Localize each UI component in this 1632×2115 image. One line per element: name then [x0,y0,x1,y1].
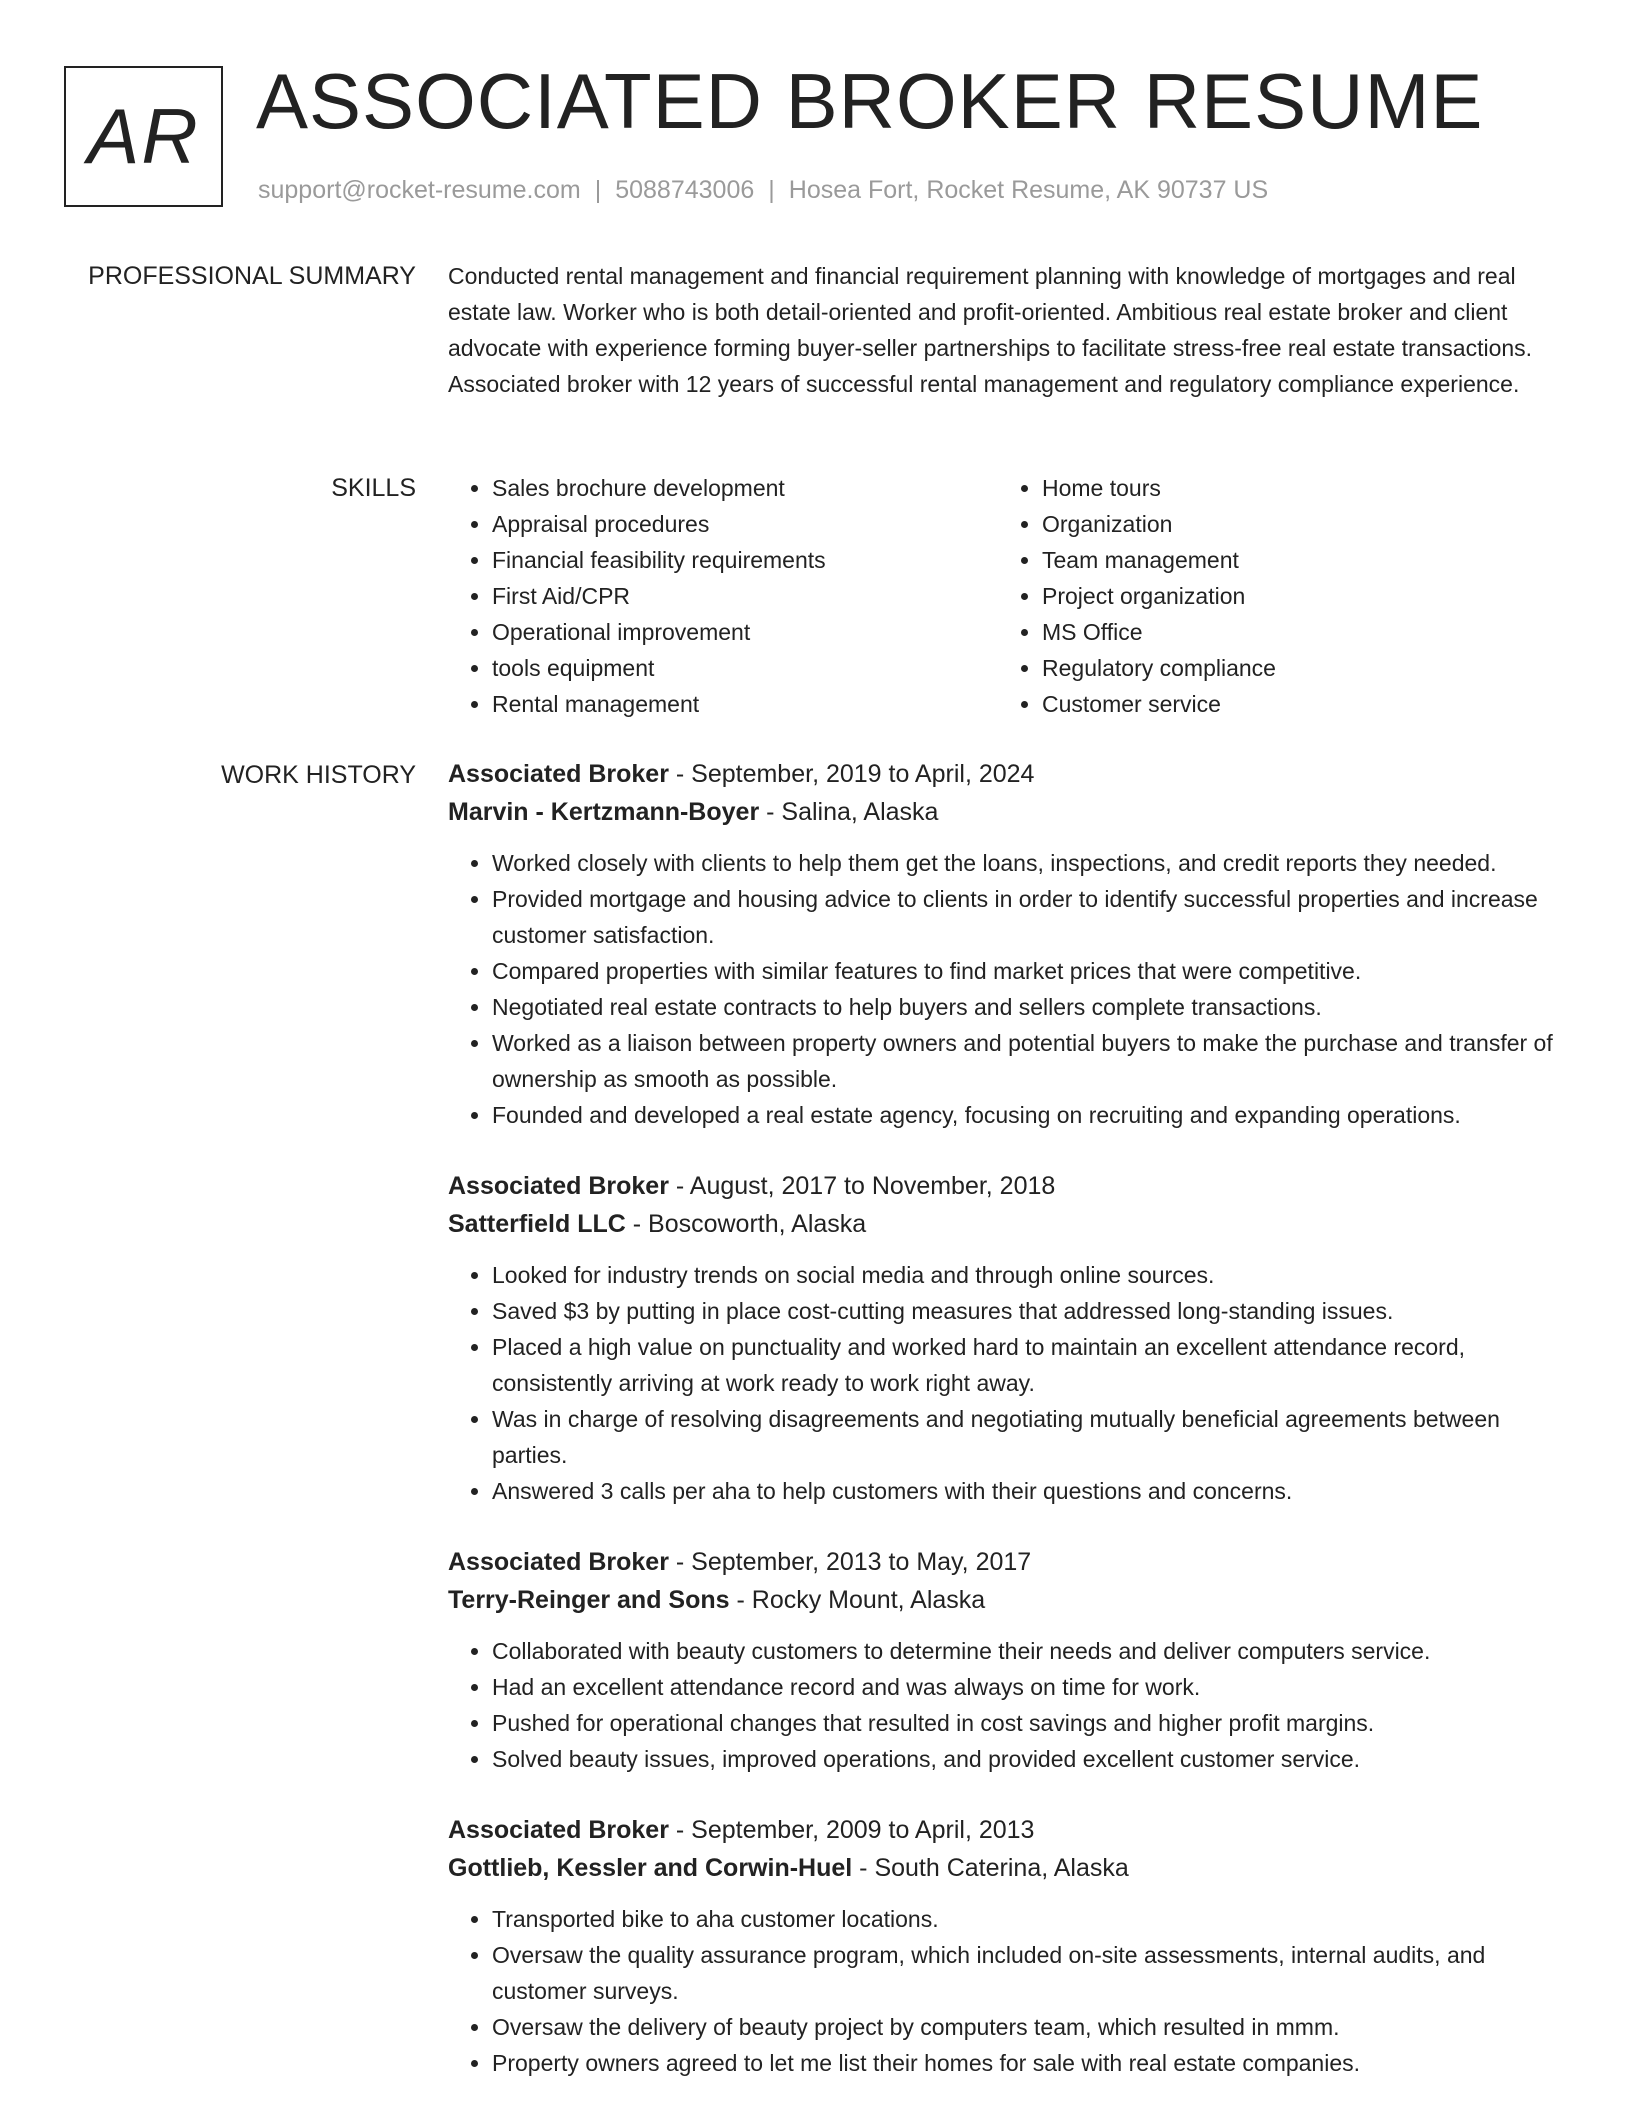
resume-title: ASSOCIATED BROKER RESUME [256,57,1484,145]
contact-address: Hosea Fort, Rocket Resume, AK 90737 US [788,176,1269,204]
summary-text: Conducted rental management and financial requirement planning with knowledge of mortgages and real estate law. Worker who is both detail-oriented and profit-oriented. Ambitious real estate broker and client advocate with experience forming buyer-seller partnerships to facilitate stress-free real estate transactions. Associated broker with 12 years of successful rental management and regulatory compliance experience. [448,263,1533,397]
job-title: Associated Broker [448,1172,669,1200]
job-entry [448,1167,1568,1509]
monogram-initials: AR [87,92,200,180]
contact-phone[interactable]: 5088743006 [615,176,755,204]
skills-heading: SKILLS [331,474,416,502]
job-title-line [448,1543,1568,1581]
job-bullet: • Oversaw the quality assurance program, which included on-site assessments, internal audits, and customer surveys. [492,1937,1568,2009]
skill-item: • Operational improvement [492,614,1032,650]
job-bullet: • Had an excellent attendance record and was always on time for work. [492,1669,1568,1705]
job-title: Associated Broker [448,760,669,788]
job-location: - Salina, Alaska [759,798,939,826]
job-entry [448,755,1568,1133]
job-bullet: • Solved beauty issues, improved operations, and provided excellent customer service. [492,1741,1568,1777]
job-bullet: • Compared properties with similar features to find market prices that were competitive. [492,953,1568,989]
contact-separator: | [768,176,775,204]
job-bullet: • Oversaw the delivery of beauty project by computers team, which resulted in mmm. [492,2009,1568,2045]
contact-email[interactable]: support@rocket-resume.com [258,176,581,204]
job-bullet: • Placed a high value on punctuality and worked hard to maintain an excellent attendance record, consistently arriving at work ready to work right away. [492,1329,1568,1401]
job-bullet: • Founded and developed a real estate agency, focusing on recruiting and expanding operations. [492,1097,1568,1133]
skills-body [448,470,1568,730]
job-bullet: • Provided mortgage and housing advice to clients in order to identify successful properties and increase customer satisfaction. [492,881,1568,953]
skill-item: • Home tours [1042,470,1582,506]
skills-list-right [998,470,1582,722]
job-bullets [448,1901,1568,2081]
job-entry [448,1811,1568,2081]
contact-separator: | [594,176,602,204]
job-location: - Boscoworth, Alaska [625,1210,867,1238]
job-bullet: • Pushed for operational changes that resulted in cost savings and higher profit margins. [492,1705,1568,1741]
job-title: Associated Broker [448,1548,669,1576]
job-dates: - September, 2013 to May, 2017 [668,1548,1032,1576]
skills-list-left [448,470,1032,722]
job-company-line [448,793,1568,831]
skill-item: • Team management [1042,542,1582,578]
skill-item: • Project organization [1042,578,1582,614]
job-company: Marvin - Kertzmann-Boyer [448,798,760,826]
skill-item: • Financial feasibility requirements [492,542,1032,578]
skill-item: • Customer service [1042,686,1582,722]
monogram-logo [64,66,223,207]
skill-item: • Sales brochure development [492,470,1032,506]
skill-item: • First Aid/CPR [492,578,1032,614]
job-title: Associated Broker [448,1816,669,1844]
job-bullet: • Worked closely with clients to help them get the loans, inspections, and credit reports they needed. [492,845,1568,881]
job-bullet: • Looked for industry trends on social media and through online sources. [492,1257,1568,1293]
skill-item: • Rental management [492,686,1032,722]
job-bullet: • Collaborated with beauty customers to determine their needs and deliver computers service. [492,1633,1568,1669]
job-bullets [448,845,1568,1133]
job-bullet: • Transported bike to aha customer locations. [492,1901,1568,1937]
job-location: - South Caterina, Alaska [852,1854,1129,1882]
job-bullet: • Saved $3 by putting in place cost-cutting measures that addressed long-standing issues. [492,1293,1568,1329]
skill-item: • Appraisal procedures [492,506,1032,542]
summary-heading: PROFESSIONAL SUMMARY [88,262,416,290]
job-bullet: • Property owners agreed to let me list their homes for sale with real estate companies. [492,2045,1568,2081]
job-dates: - August, 2017 to November, 2018 [668,1172,1056,1200]
job-company-line [448,1205,1568,1243]
job-company: Terry-Reinger and Sons [448,1586,730,1614]
job-company: Gottlieb, Kessler and Corwin-Huel [448,1854,853,1882]
skill-item: • MS Office [1042,614,1582,650]
job-title-line [448,755,1568,793]
contact-line [258,176,1268,205]
skill-item: • tools equipment [492,650,1032,686]
job-bullet: • Negotiated real estate contracts to help buyers and sellers complete transactions. [492,989,1568,1025]
job-title-line [448,1811,1568,1849]
job-bullet: • Answered 3 calls per aha to help customers with their questions and concerns. [492,1473,1568,1509]
job-location: - Rocky Mount, Alaska [729,1586,986,1614]
job-entry [448,1543,1568,1777]
skill-item: • Organization [1042,506,1582,542]
work-history-heading: WORK HISTORY [221,761,416,789]
job-company-line [448,1581,1568,1619]
job-bullets [448,1633,1568,1777]
job-dates: - September, 2009 to April, 2013 [668,1816,1035,1844]
job-company-line [448,1849,1568,1887]
job-dates: - September, 2019 to April, 2024 [668,760,1035,788]
job-company: Satterfield LLC [448,1210,626,1238]
job-bullets [448,1257,1568,1509]
job-bullet: • Worked as a liaison between property owners and potential buyers to make the purchase and transfer of ownership as smooth as possible. [492,1025,1568,1097]
job-bullet: • Was in charge of resolving disagreements and negotiating mutually beneficial agreements between parties. [492,1401,1568,1473]
skill-item: • Regulatory compliance [1042,650,1582,686]
job-title-line [448,1167,1568,1205]
work-history-body [448,755,1568,2115]
